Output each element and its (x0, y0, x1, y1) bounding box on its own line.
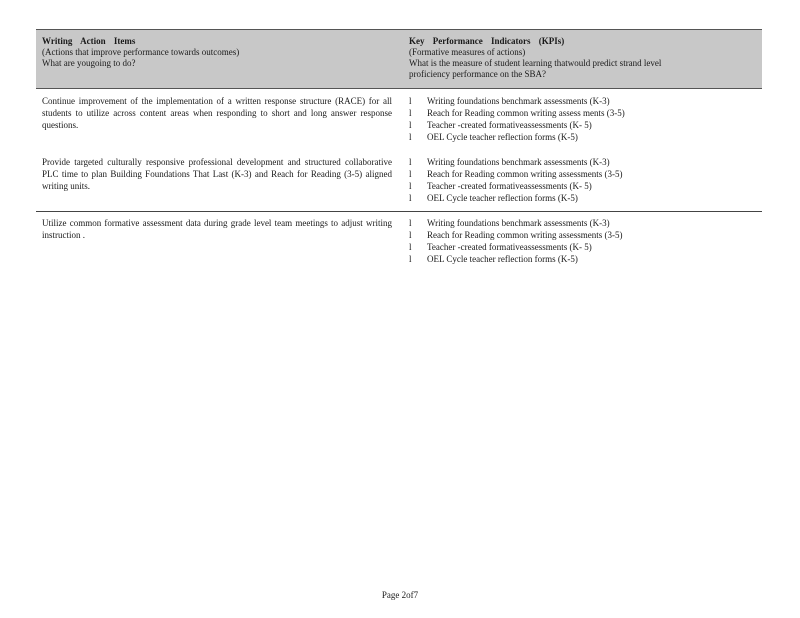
kpi-item (409, 168, 749, 180)
page-number: Page 2of7 (381, 590, 419, 600)
kpi-text: Writing foundations benchmark assessments (K-3) (427, 157, 610, 167)
kpi-text: Reach for Reading common writing assessments (3-5) (427, 169, 623, 179)
bullet-icon: l (409, 230, 412, 240)
kpi-item (409, 229, 749, 241)
kpi-item (409, 253, 749, 265)
kpi-list (409, 95, 749, 143)
bullet-icon: l (409, 157, 412, 167)
kpi-text: OEL Cycle teacher reflection forms (K-5) (427, 193, 578, 203)
header-left-subtitle: (Actions that improve performance towards outcomes) (42, 47, 240, 57)
kpi-text: Teacher -created formativeassessments (K- 5) (427, 242, 592, 252)
bullet-icon: l (409, 169, 412, 179)
header-right-subtitle: (Formative measures of actions) (409, 47, 526, 57)
kpi-item (409, 192, 749, 204)
kpi-text: Teacher -created formativeassessments (K- 5) (427, 120, 592, 130)
action-text: Continue improvement of the implementation of a written response structure (RACE) for all students to utilize across content areas when responding to short and long answer response questions. (42, 96, 392, 130)
kpi-text: Reach for Reading common writing assess ments (3-5) (427, 108, 625, 118)
bullet-icon: l (409, 96, 412, 106)
action-text: Utilize common formative assessment data during grade level team meetings to adjust writing instruction . (42, 218, 392, 240)
kpi-item (409, 217, 749, 229)
header-left-question: What are yougoing to do? (42, 58, 136, 68)
header-right-question: What is the measure of student learning thatwould predict strand level (409, 58, 662, 68)
header-right (409, 36, 749, 80)
kpi-text: Reach for Reading common writing assessments (3-5) (427, 230, 623, 240)
kpi-item (409, 95, 749, 107)
bullet-icon: l (409, 108, 412, 118)
kpi-item (409, 119, 749, 131)
header-right-question-cont: proficiency performance on the SBA? (409, 69, 546, 79)
row-divider (36, 211, 762, 212)
kpi-item (409, 241, 749, 253)
kpi-list (409, 156, 749, 204)
bullet-icon: l (409, 132, 412, 142)
bullet-icon: l (409, 193, 412, 203)
bullet-icon: l (409, 218, 412, 228)
header-right-title: Key Performance Indicators (KPIs) (409, 36, 565, 46)
bullet-icon: l (409, 242, 412, 252)
kpi-item (409, 107, 749, 119)
kpi-item (409, 180, 749, 192)
bullet-icon: l (409, 181, 412, 191)
bullet-icon: l (409, 254, 412, 264)
header-left (42, 36, 382, 69)
kpi-list (409, 217, 749, 265)
kpi-text: Writing foundations benchmark assessments (K-3) (427, 218, 610, 228)
kpi-text: Writing foundations benchmark assessments (K-3) (427, 96, 610, 106)
kpi-text: OEL Cycle teacher reflection forms (K-5) (427, 254, 578, 264)
kpi-text: OEL Cycle teacher reflection forms (K-5) (427, 132, 578, 142)
kpi-item (409, 156, 749, 168)
table-header (36, 29, 762, 89)
bullet-icon: l (409, 120, 412, 130)
kpi-text: Teacher -created formativeassessments (K- 5) (427, 181, 592, 191)
kpi-item (409, 131, 749, 143)
action-items-table (36, 29, 762, 264)
action-text: Provide targeted culturally responsive professional development and structured collaborative PLC time to plan Building Foundations That Last (K-3) and Reach for Reading (3-5) aligned writing units. (42, 157, 392, 191)
header-left-title: Writing Action Items (42, 36, 136, 46)
